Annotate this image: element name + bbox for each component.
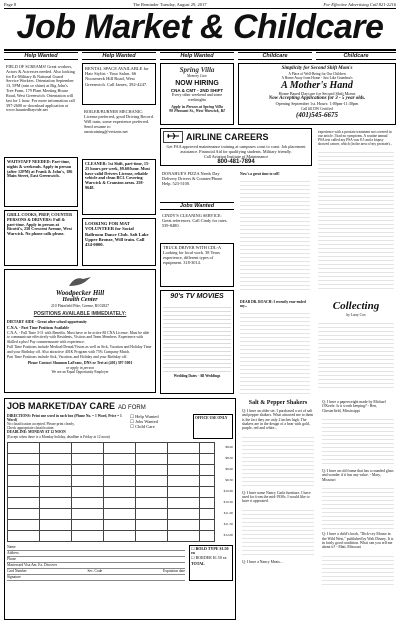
price-label: $8.50 [225, 455, 233, 460]
price-heading: Now's a great time to sell! [240, 172, 280, 176]
bold-type-option[interactable]: ☐ BOLD TYPE $1.50 ea [191, 545, 229, 556]
salt-a1 [242, 434, 314, 488]
price-it-right-column [238, 170, 312, 296]
ad-text: DONAHUE'S PIZZA Needs Day Delivery Drivers & Counter/Phone Help. 523-5100. [162, 171, 223, 186]
issue-date: The Reminder Tuesday, August 29, 2017 [132, 2, 207, 7]
puzzle-list [163, 304, 231, 374]
mothers-logo: Simplicity for Second Shift Mom's [281, 66, 353, 71]
column-head-2: Help Wanted [82, 52, 156, 60]
mothers-cert: Home Based Daycare for Second Shift Moms [278, 90, 356, 96]
dear-dr: DEAR DR. ROACH: I recently rear-ended my... [240, 300, 306, 309]
ad-text: BOILER/BURNER MECHANIC: License preferred, good Driving Record. Will train, some experience preferred. Send resume to omstraining@verizon.net [84, 109, 154, 134]
ad-text: CLEANER: 1st Shift, part-time, 15-25 hours per week, $9.60/hour. Must have valid Drivers License, reliable vehicle and clean BCI. Covering Warwick & Cranston areas. 258-9648. [85, 161, 150, 191]
tagline: For Effective Advertising Call 821-2216 [323, 2, 396, 7]
word-grid [7, 442, 233, 542]
spring-logo: Spring Villa [179, 66, 215, 74]
ad-text: WAITSTAFF NEEDED: Part-time, nights & weekends. Apply in person (after 12PM) at Frank & John's, 186 Main Street, East Greenwich. [7, 159, 73, 179]
airline-heading: AIRLINE CAREERS [186, 131, 269, 142]
health-logo: Woodpecker Hill [55, 289, 105, 298]
collecting-title: Collecting [332, 300, 380, 312]
name-field[interactable]: Name [7, 545, 185, 551]
form-title: JOB MARKET/DAY CARE [7, 401, 116, 411]
price-label: $8.00 [225, 444, 233, 449]
ad-mat-volunteer [82, 218, 156, 266]
address-field[interactable]: Address [7, 551, 185, 557]
price-label: $12.00 [223, 532, 233, 537]
checkbox-icon: ☐ [191, 545, 195, 551]
aim-logo [163, 131, 183, 143]
page-title: Job Market & Childcare [16, 8, 384, 47]
airline-text: Get FAA approved maintenance training at campuses coast to coast. Job placement assistance. Financial Aid for qualifying students. Military friendly. [166, 144, 306, 154]
border-option[interactable]: ☐ BORDER $1.50 ea [191, 554, 227, 560]
mothers-call: Call Jill DW Certified [301, 106, 333, 111]
collecting-by: by Larry Cox [346, 312, 366, 317]
checkbox-icon: ☐ [130, 424, 135, 430]
price-text-block [240, 178, 310, 290]
airplane-icon [166, 132, 180, 140]
form-subtitle: AD FORM [118, 405, 146, 411]
ad-text: TRUCK DRIVER WITH CDL-A Looking for local work. 38 Years experience, different types of equipment. 318-3014. [163, 245, 221, 265]
puzzle-footer: Wedding Dates - All Weddings [173, 374, 221, 379]
dear-dr-column [238, 298, 312, 394]
ad-grill-cooks [4, 210, 78, 266]
salt-q1: Q: I have an older set. I purchased a set of salt and pepper shakers. What attracted me to them is the fact they are only 2 inches high. The shakers are in the design of a bear with gold, purple, red and white... [242, 408, 314, 431]
card-field[interactable]: Card Number Sec. Code Expiration date [7, 568, 185, 573]
page-number: Page 8 [4, 2, 17, 7]
health-title: Health Center [62, 297, 98, 304]
price-label: $10.00 [223, 488, 233, 493]
checkbox-icon: ☐ [130, 419, 135, 425]
column-head-5: Childcare [316, 52, 396, 60]
price-label: $11.50 [223, 521, 233, 526]
eoe: We are an Equal Opportunity Employer [51, 370, 109, 374]
column-head-4: Childcare [238, 52, 312, 60]
office-use: OFFICE USE ONLY [193, 414, 233, 439]
column-head-1: Help Wanted [4, 52, 78, 60]
position-cna-full: C.N.A. - Full Time 3-11 with Benefits. Must have or be active RI CNA License. Must be able to communicate effectively with Residents, Visitors and Team Members. Experience with Skilled a plus! Pay commensurate with experience. [7, 331, 150, 344]
position-dietary: DIETARY AIDE - Great after school opportunity [7, 320, 87, 325]
salt-a2 [242, 507, 314, 557]
ad-field-of-screams [4, 63, 78, 155]
price-label: $9.00 [225, 466, 233, 471]
collecting-text [318, 320, 394, 390]
mothers-now: Now Accepting Applications for 3 - 5 year olds. [268, 96, 366, 102]
salt-pepper-feature [240, 398, 316, 620]
health-advice-column [316, 128, 396, 296]
ad-cleaner [82, 159, 156, 215]
form-deadline-note: (Except when there is a Monday holiday, deadline is Friday at 12 noon) [7, 434, 110, 439]
salt-title: Salt & Pepper Shakers [248, 400, 308, 406]
health-address: 210 Plainfield Pike, Greene, RI 02827 [50, 304, 110, 309]
advice-text-block [318, 149, 394, 289]
option-child-care[interactable]: ☐ Child Care [130, 424, 155, 430]
mothers-sub: A Place of Well-Being for Our Children [288, 71, 346, 76]
airline-call: Call Aviation Institute of Maintenance [203, 153, 269, 159]
ad-text: GRILL COOKS, PREP, COUNTER PERSONS & DRIVERS: Full & part-time. Apply in person at Ricotti's, 250 Crescent Avenue, West Warwick. No phone calls please. [7, 212, 73, 237]
now-hiring: NOW HIRING [175, 80, 219, 88]
ad-cindys-cleaning [160, 212, 234, 242]
collect-q1: Q: I have a paperweight made by Michael O'Keefe. Is it worth keeping? - Ben, Chesterfield, Mississippi [322, 400, 386, 413]
checkbox-icon: ☐ [130, 413, 135, 419]
total-label: TOTAL [191, 561, 205, 567]
mothers-title: A Mother's Hand [281, 80, 353, 91]
ad-donahues [160, 170, 234, 200]
roach-logo-area [238, 128, 312, 168]
salt-q2: Q: I have some Nancy Carla furniture. I have used for from the mid-1930s. I would like to have it appraised. [242, 490, 311, 504]
collecting-feature [316, 298, 396, 394]
form-directions: DIRECTIONS: Print one word in each box (Phone No. = 1 Word, Price = 1 Word) [7, 413, 122, 423]
ad-spring-villa [160, 63, 234, 125]
form-check: Check appropriate classification: [7, 426, 55, 431]
ad-woodpecker-hill [4, 269, 156, 393]
positions-heading: POSITIONS AVAILABLE IMMEDIATELY: [33, 310, 127, 317]
price-column [215, 442, 233, 542]
collect-q2: Q: I have an old frame that has a rounded glass and wonder if it has any value. - Mary, Missouri [322, 469, 394, 482]
contact-apply: or apply in person [66, 365, 94, 370]
collect-q3: Q: I have a child's book, "Dick-cey Mouse in the Wild West," published by Walt Disney. It is in fairly good condition. What can you tell me about it? - Matt, Missouri [322, 532, 394, 550]
price-label: $10.50 [223, 499, 233, 504]
hiring-positions: CNA & CMT - 2ND SHIFT [170, 88, 224, 94]
collecting-qa [320, 398, 396, 620]
apply-address: 98 Pleasant St., West Warwick, RI [169, 108, 225, 114]
position-benefits: Full Time Positions include Medical/Dental/Vision as well as Sick, Vacation and Holiday Time and your Birthday off. Also attractive 401K Program with 75% Company Match. [7, 345, 152, 354]
mothers-hours: Opening September 1st. Hours: 1:00pm-11:30pm [275, 101, 359, 107]
option-jobs-wanted[interactable]: ☐ Jobs Wanted [130, 419, 158, 425]
collect-a1 [322, 416, 394, 466]
ad-truck-driver [160, 243, 234, 287]
masthead [4, 8, 396, 48]
ad-rental-space [82, 63, 156, 105]
contact: Please Contact Shannon LaFranc, DNS or Teri at (401) 397-5001 [27, 361, 133, 366]
spring-sub: Memory Care [187, 74, 207, 79]
ad-mothers-hand [238, 63, 396, 125]
form-nocall: No classification accepted. Please print clearly. [7, 422, 75, 427]
position-cna-part: C.N.A. - Part Time Positions Available [7, 325, 70, 330]
puzzle-title: 90's TV MOVIES [170, 293, 224, 300]
apply-line: Apply in Person at Spring Villa [171, 103, 223, 109]
price-label: $9.50 [225, 477, 233, 482]
ad-text: LOOKING FOR MAT VOLUNTEER for Social Ballroom Dance Club. Salt Lake Upper Bronze, Will train. Call 434-0000. [85, 221, 149, 248]
mothers-phone: (401)545-6675 [296, 111, 338, 120]
word-boxes[interactable] [7, 442, 215, 542]
extras-box [189, 545, 233, 581]
dear-dr-text [240, 310, 310, 394]
ad-text: FIELD OF SCREAMS! Great workers, Actors & Actresses needed. Also looking for Ex-Military & National Guard Service Workers. Orientation September 13, 5PM (rain or shine) at Big John's Tree Farm, 179 Plant Meeting House Road, West Greenwich. Orientation will last for 1 hour. For more information call 397-2600 or download application at www.hauntedhayride.net [6, 64, 75, 113]
woodpecker-icon [65, 274, 95, 288]
salt-q3: Q: I have a Nancy Meats... [242, 559, 283, 564]
price-label: $11.00 [223, 510, 233, 515]
ad-text: RENTAL SPACE AVAILABLE for Hair Stylist - Your Salon. 66 Nooseneck Hill Road, West Greenwich. Call James, 392-4247. [85, 66, 149, 87]
option-help-wanted[interactable]: ☐ Help Wanted [130, 413, 159, 419]
checkbox-icon: ☐ [191, 554, 195, 560]
column-head-3: Help Wanted [160, 52, 234, 60]
collect-a2 [322, 485, 394, 529]
airline-phone: 800-481-7894 [217, 159, 255, 166]
advice-text: experience with a prostate treatment not covered in our article. I had no symptoms. A routine annual PSA test called my PSA was 8.5 and a biopsy showed cancer, which (in the area of my prostate)... [318, 130, 393, 147]
ad-boiler-burner [82, 108, 156, 156]
form-deadline: DEADLINE: MONDAY AT 12 NOON [7, 430, 66, 435]
collect-a3 [322, 553, 394, 587]
tv-movies-puzzle [160, 290, 234, 394]
signature-field[interactable]: Signature [7, 575, 185, 581]
phone-field[interactable]: Phone [7, 557, 185, 563]
mothers-sub2: A Home Away from Home - Just Like Grandma's [281, 75, 353, 80]
position-part-time: Part Time Positions include Sick, Vacation, and Holiday and your Birthday off. [7, 354, 128, 359]
ad-waitstaff [4, 157, 78, 207]
ad-text: CINDY'S CLEANING SERVICE: Great references. Call Cindy for rates. 539-8480. [162, 213, 228, 228]
ad-form [4, 398, 236, 620]
payment-options[interactable]: Mastercard Visa Am. Ex. Discover [7, 563, 185, 569]
hiring-schedule: Every other weekend and some weeknights [171, 92, 223, 102]
column-head-jobs-wanted: Jobs Wanted [160, 202, 234, 210]
